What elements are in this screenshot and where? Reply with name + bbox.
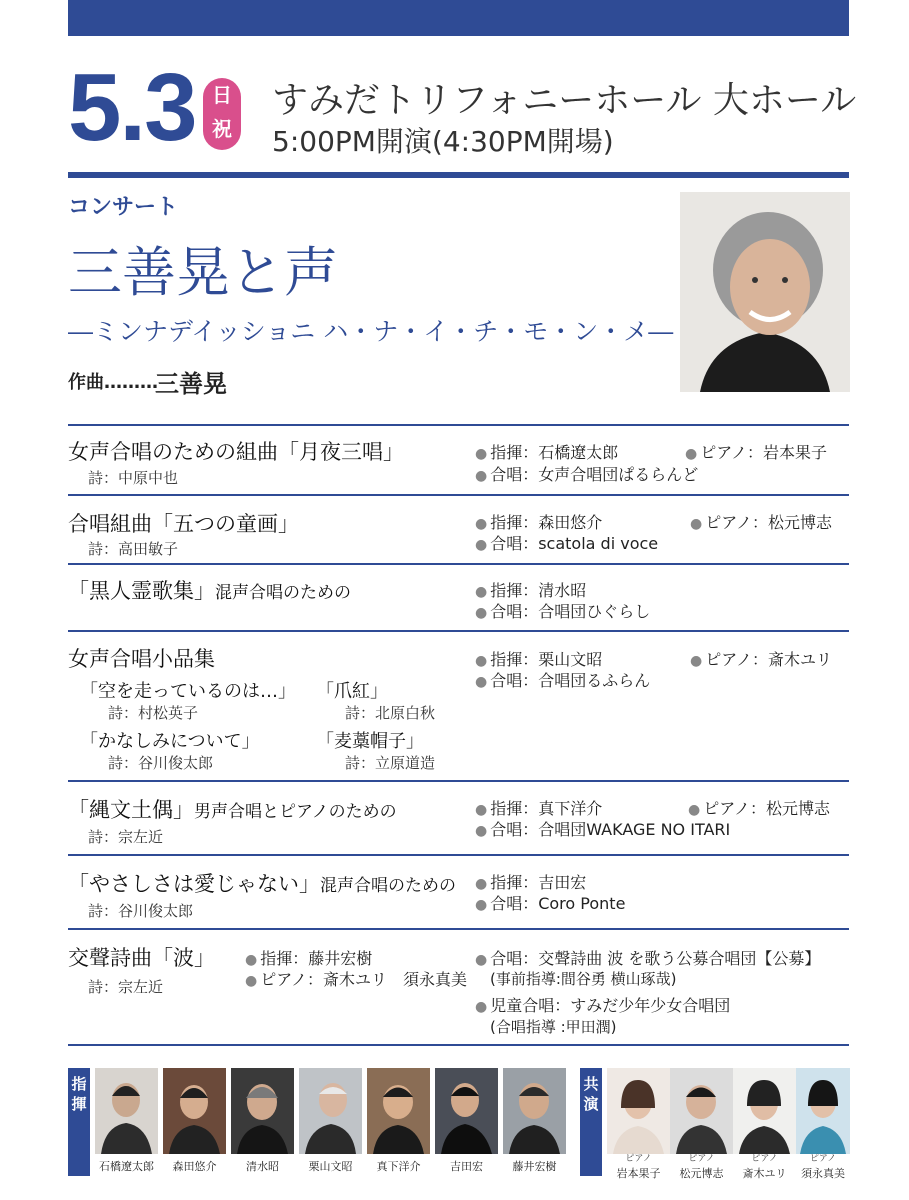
conductor-name: 森田悠介 [172,1160,217,1173]
concert-subtitle: ―ミンナデイッショニ ハ・ナ・イ・チ・モ・ン・メ― [68,317,674,346]
guest-photo [796,1068,850,1154]
work-title: 「黒人霊歌集」混声合唱のための [68,579,351,603]
work-conductor: ● 指揮：真下洋介 [475,799,603,818]
work-title: 「やさしさは愛じゃない」混声合唱のための [68,872,456,896]
bullet-icon: ● [475,605,488,621]
bullet-icon: ● [690,516,703,532]
conductor-photo [503,1068,566,1154]
work-conductor: ● 指揮：吉田宏 [475,873,587,892]
bullet-icon: ● [475,446,488,462]
guest-photo [670,1068,733,1154]
bullet-icon: ● [245,952,258,968]
guest-caption: ピアノ 須永真美 [801,1154,845,1180]
conductor-name: 藤井宏樹 [512,1160,557,1173]
divider [68,630,849,632]
bullet-icon: ● [475,653,488,669]
guest-caption: ピアノ 岩本果子 [616,1154,661,1180]
bullet-icon: ● [245,973,258,989]
header-rule [68,172,849,178]
piece-title: 「爪紅」 [316,681,388,702]
conductor-photo [435,1068,498,1154]
bullet-icon: ● [475,999,488,1015]
piece-poet: 詩：立原道造 [345,754,436,772]
top-bar [68,0,849,36]
concert-label: コンサート [68,195,179,220]
work-conductor: ● 指揮：栗山文昭 [475,650,603,669]
work-choir: ● 合唱：女声合唱団ぱるらんど [475,465,699,484]
work-piano: ● ピアノ：斎木ユリ 須永真美 [245,970,467,989]
bullet-icon: ● [475,468,488,484]
work-piano: ● ピアノ：松元博志 [688,799,830,818]
work-conductor: ● 指揮：藤井宏樹 [245,949,373,968]
bullet-icon: ● [475,823,488,839]
work-conductor: ● 指揮：清水昭 [475,581,587,600]
work-title: 女声合唱のための組曲「月夜三唱」 [68,440,404,464]
divider [68,424,849,426]
piece-poet: 詩：村松英子 [108,704,199,722]
composer-name: 三善晃 [155,369,227,398]
work-poet: 詩：中原中也 [88,469,179,487]
bullet-icon: ● [475,802,488,818]
bullet-icon: ● [475,674,488,690]
conductor-name: 清水昭 [246,1160,279,1173]
work-title: 合唱組曲「五つの童画」 [68,512,299,536]
divider [68,780,849,782]
work-choir: ● 合唱：合唱団ひぐらし [475,602,651,621]
piece-poet: 詩：北原白秋 [345,704,436,722]
work-poet: 詩：宗左近 [88,828,164,846]
children-choir-note: (合唱指導 :甲田潤) [490,1018,617,1036]
composer-portrait [680,192,850,392]
bullet-icon: ● [690,653,703,669]
work-poet: 詩：谷川俊太郎 [88,902,194,920]
venue: すみだトリフォニーホール 大ホール [272,80,857,121]
bullet-icon: ● [685,446,698,462]
piece-title: 「かなしみについて」 [80,731,260,752]
work-choir: ● 合唱：scatola di voce [475,534,659,553]
conductor-photo [367,1068,430,1154]
conductor-photo [95,1068,158,1154]
bullet-icon: ● [475,897,488,913]
guest-photo [607,1068,670,1154]
work-conductor: ● 指揮：森田悠介 [475,513,603,532]
work-piano: ● ピアノ：斎木ユリ [690,650,832,669]
bullet-icon: ● [475,537,488,553]
holiday-badge [203,78,241,150]
composer-label: 作曲……… [68,372,158,393]
bullet-icon: ● [475,952,488,968]
work-poet: 詩：高田敏子 [88,540,179,558]
work-choir: ● 合唱：交聲詩曲 波 を歌う公募合唱団【公募】 [475,949,821,968]
divider [68,928,849,930]
divider [68,563,849,565]
bullet-icon: ● [475,516,488,532]
work-title: 女声合唱小品集 [68,647,215,671]
divider [68,494,849,496]
work-choir: ● 合唱：合唱団るふらん [475,671,651,690]
piece-poet: 詩：谷川俊太郎 [108,754,214,772]
bullet-icon: ● [688,802,701,818]
bullet-icon: ● [475,876,488,892]
children-choir: ● 児童合唱：すみだ少年少女合唱団 [475,996,731,1015]
conductors-label: 指揮 [68,1068,90,1176]
piece-title: 「空を走っているのは…」 [80,681,296,702]
event-date: 5.3 [68,54,196,161]
choir-note: (事前指導:間谷勇 横山琢哉) [490,970,677,988]
guests-label: 共演 [580,1068,602,1176]
guest-caption: ピアノ 松元博志 [679,1154,724,1180]
start-time: 5:00PM開演(4:30PM開場) [272,125,614,158]
guest-caption: ピアノ 斎木ユリ [742,1154,787,1180]
concert-title: 三善晃と声 [68,241,338,304]
work-piano: ● ピアノ：岩本果子 [685,443,827,462]
work-piano: ● ピアノ：松元博志 [690,513,832,532]
work-choir: ● 合唱：Coro Ponte [475,894,626,913]
conductor-photo [163,1068,226,1154]
conductor-name: 真下洋介 [376,1160,421,1173]
conductor-photo [299,1068,362,1154]
work-title: 「縄文土偶」男声合唱とピアノのための [68,798,397,822]
divider [68,1044,849,1046]
conductor-name: 栗山文昭 [308,1160,353,1173]
work-choir: ● 合唱：合唱団WAKAGE NO ITARI [475,820,731,839]
bullet-icon: ● [475,584,488,600]
divider [68,854,849,856]
work-conductor: ● 指揮：石橋遼太郎 [475,443,619,462]
conductor-name: 石橋遼太郎 [99,1160,154,1173]
holiday-label: 祝 [212,117,232,141]
conductor-name: 吉田宏 [450,1160,483,1173]
guest-photo [733,1068,796,1154]
work-poet: 詩：宗左近 [88,978,164,996]
conductor-photo [231,1068,294,1154]
piece-title: 「麦藁帽子」 [316,731,424,752]
day-label: 日 [212,83,232,107]
work-title: 交聲詩曲「波」 [68,946,215,970]
